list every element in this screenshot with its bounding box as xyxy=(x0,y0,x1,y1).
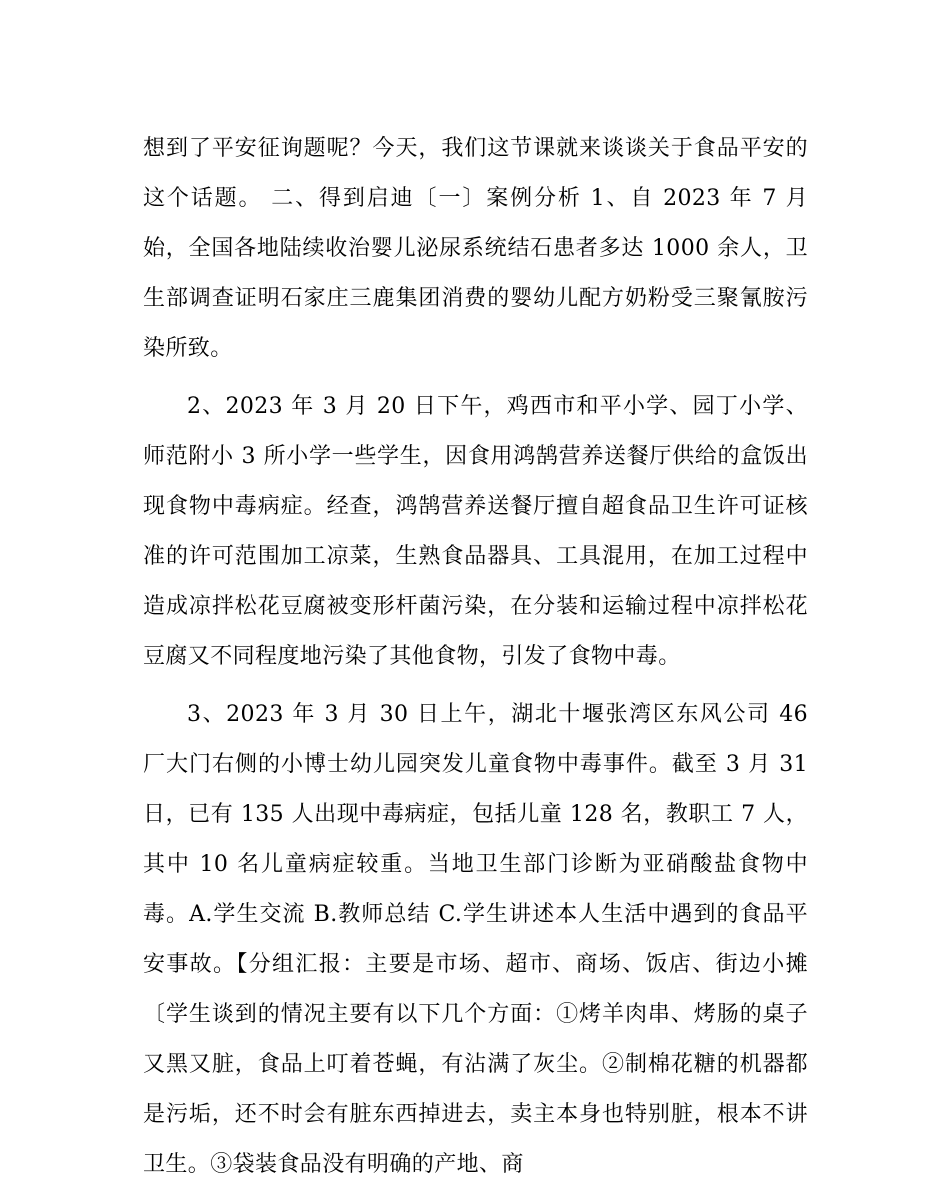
paragraph-case-2: 2、2023 年 3 月 20 日下午，鸡西市和平小学、园丁小学、师范附小 3 所小学一些学生，因食用鸿鹄营养送餐厅供给的盒饭出现食物中毒病症。经查，鸿鹄营养送餐厅擅自超食品卫生许可证核准的许可范围加工凉菜，生熟食品器具、工具混用，在加工过程中造成凉拌松花豆腐被变形杆菌污染，在分装和运输过程中凉拌松花豆腐又不同程度地污染了其他食物，引发了食物中毒。 xyxy=(143,394,808,669)
paragraph-case-3: 3、2023 年 3 月 30 日上午，湖北十堰张湾区东风公司 46 厂大门右侧的小博士幼儿园突发儿童食物中毒事件。截至 3 月 31 日，已有 135 人出现中毒病症，包括儿童 128 名，教职工 7 人，其中 10 名儿童病症较重。当地卫生部门诊断为亚硝酸盐食物中毒。A.学生交流 B.教师总结 C.学生讲述本人生活中遇到的食品平安事故。【分组汇报：主要是市场、超市、商场、饭店、街边小摊〔学生谈到的情况主要有以下几个方面：①烤羊肉串、烤肠的桌子又黑又脏，食品上叮着苍蝇，有沾满了灰尘。②制棉花糖的机器都是污垢，还不时会有脏东西掉进去，卖主本身也特别脏，根本不讲卫生。③袋装食品没有明确的产地、商 xyxy=(143,702,808,1177)
document-body xyxy=(143,124,808,1198)
paragraph-continuation: 想到了平安征询题呢？今天，我们这节课就来谈谈关于食品平安的这个话题。 二、得到启迪〔一〕案例分析 1、自 2023 年 7 月始，全国各地陆续收治婴儿泌尿系统结石患者多达 1000 余人，卫生部调查证明石家庄三鹿集团消费的婴幼儿配方奶粉受三聚氰胺污染所致。 xyxy=(143,136,808,361)
